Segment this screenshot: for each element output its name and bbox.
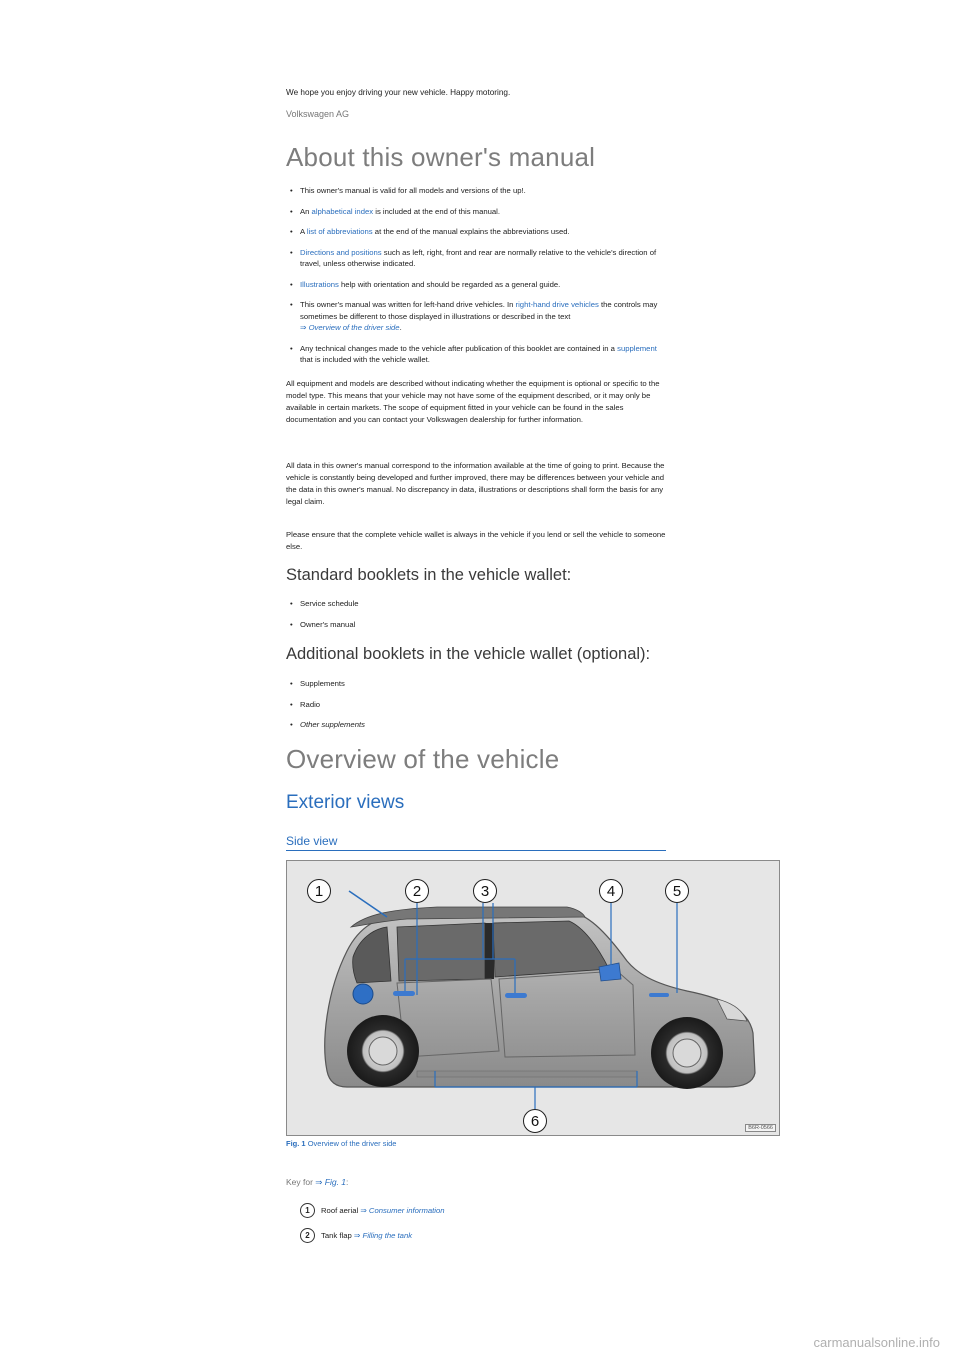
bullet-text: Any technical changes made to the vehicle after publication of this booklet are contained in a xyxy=(300,343,618,353)
callout-4: 4 xyxy=(599,879,623,903)
key-prefix: Key for xyxy=(286,1177,316,1187)
rhd-link[interactable]: right-hand drive vehicles xyxy=(515,300,599,309)
key-number: 1 xyxy=(300,1203,315,1218)
key-text: Tank flap xyxy=(321,1231,352,1240)
additional-booklets-heading: Additional booklets in the vehicle wallet (optional): xyxy=(286,645,651,663)
bullet-item xyxy=(286,226,666,238)
alphabetical-index-link[interactable]: alphabetical index xyxy=(311,206,374,216)
figure-caption xyxy=(286,1139,396,1148)
abbreviations-link[interactable]: list of abbreviations xyxy=(306,227,373,236)
key-item xyxy=(300,1203,445,1218)
additional-booklets-list xyxy=(286,678,666,731)
company-name: Volkswagen AG xyxy=(286,109,350,119)
bullet-item xyxy=(286,206,666,218)
key-number: 2 xyxy=(300,1228,315,1243)
directions-link[interactable]: Directions and positions xyxy=(300,247,382,257)
key-text: Roof aerial xyxy=(321,1206,359,1215)
bullet-text: . xyxy=(399,323,402,332)
figure-code: B6R-0566 xyxy=(745,1124,776,1132)
callout-3: 3 xyxy=(473,879,497,903)
callout-1: 1 xyxy=(307,879,331,903)
bullet-item xyxy=(286,247,666,270)
side-view-heading: Side view xyxy=(286,834,666,851)
callout-6: 6 xyxy=(523,1109,547,1133)
list-item: • Radio xyxy=(286,699,666,711)
key-heading xyxy=(286,1177,348,1188)
callout-2: 2 xyxy=(405,879,429,903)
filling-tank-link[interactable]: ⇒ Filling the tank xyxy=(353,1231,413,1240)
data-paragraph: All data in this owner's manual correspond to the information available at the time of going to print. Because the vehicle is constantly being developed and further improved, there may be differences between your vehicle and the data in this owner's manual. No discrepancy in data, illustrations or descriptions shall form the basis for any legal claim. xyxy=(286,461,665,506)
car-illustration xyxy=(287,861,780,1136)
illustrations-link[interactable]: Illustrations xyxy=(300,279,339,289)
callout-5: 5 xyxy=(665,879,689,903)
key-item xyxy=(300,1228,412,1243)
fig-xref-link[interactable]: ⇒ Fig. 1 xyxy=(315,1177,347,1187)
bullet-text: help with orientation and should be regarded as a general guide. xyxy=(338,279,561,289)
bullet-item xyxy=(286,343,666,366)
driver-side-xref[interactable]: ⇒ Overview of the driver side xyxy=(300,323,400,332)
equipment-paragraph: All equipment and models are described without indicating whether the equipment is optional or specific to the model type. This means that your vehicle may not have some of the equipment described, or it may only be available in certain markets. The scope of equipment fitted in your vehicle can be found in the sales documentation and you can contact your Volkswagen dealership for further information. xyxy=(286,379,660,424)
key-suffix: : xyxy=(346,1177,349,1187)
bullet-item xyxy=(286,299,666,334)
about-bullets xyxy=(286,185,666,366)
about-manual-heading: About this owner's manual xyxy=(286,142,596,172)
bullet-text: that is included with the vehicle wallet. xyxy=(300,355,430,364)
bullet-text: is included at the end of this manual. xyxy=(373,206,501,216)
figure-label: Fig. 1 xyxy=(286,1139,306,1148)
bullet-text: An xyxy=(300,206,312,216)
bullet-text: This owner's manual was written for left-hand drive vehicles. In xyxy=(300,300,516,309)
bullet-text: at the end of the manual explains the abbreviations used. xyxy=(372,227,570,236)
standard-booklets-list xyxy=(286,598,666,630)
bullet-text: such as left, right, front and rear are normally relative to the vehicle's direction of travel, unless otherwise indicated. xyxy=(300,247,657,268)
overview-heading: Overview of the vehicle xyxy=(286,744,560,774)
vehicle-side-figure xyxy=(286,860,780,1136)
intro-text: We hope you enjoy driving your new vehicle. Happy motoring. xyxy=(286,88,511,97)
bullet-item xyxy=(286,279,666,291)
list-item: • Other supplements xyxy=(286,719,666,731)
list-item: • Owner's manual xyxy=(286,619,666,631)
bullet-text: the controls may sometimes be different to those displayed in illustrations or described in the text xyxy=(300,300,658,321)
standard-booklets-heading: Standard booklets in the vehicle wallet: xyxy=(286,566,572,584)
bullet-item xyxy=(286,185,666,197)
bullet-text: A xyxy=(300,227,307,236)
figure-caption-text: Overview of the driver side xyxy=(307,1139,397,1148)
exterior-views-heading: Exterior views xyxy=(286,792,405,813)
supplement-link[interactable]: supplement xyxy=(617,343,657,353)
list-item: • Supplements xyxy=(286,678,666,690)
wallet-paragraph: Please ensure that the complete vehicle wallet is always in the vehicle if you lend or sell the vehicle to someone else. xyxy=(286,530,666,551)
consumer-information-link[interactable]: ⇒ Consumer information xyxy=(360,1206,445,1215)
bullet-text: This owner's manual is valid for all models and versions of the up!. xyxy=(300,186,526,195)
list-item: • Service schedule xyxy=(286,598,666,610)
site-watermark: carmanualsonline.info xyxy=(813,1335,940,1350)
